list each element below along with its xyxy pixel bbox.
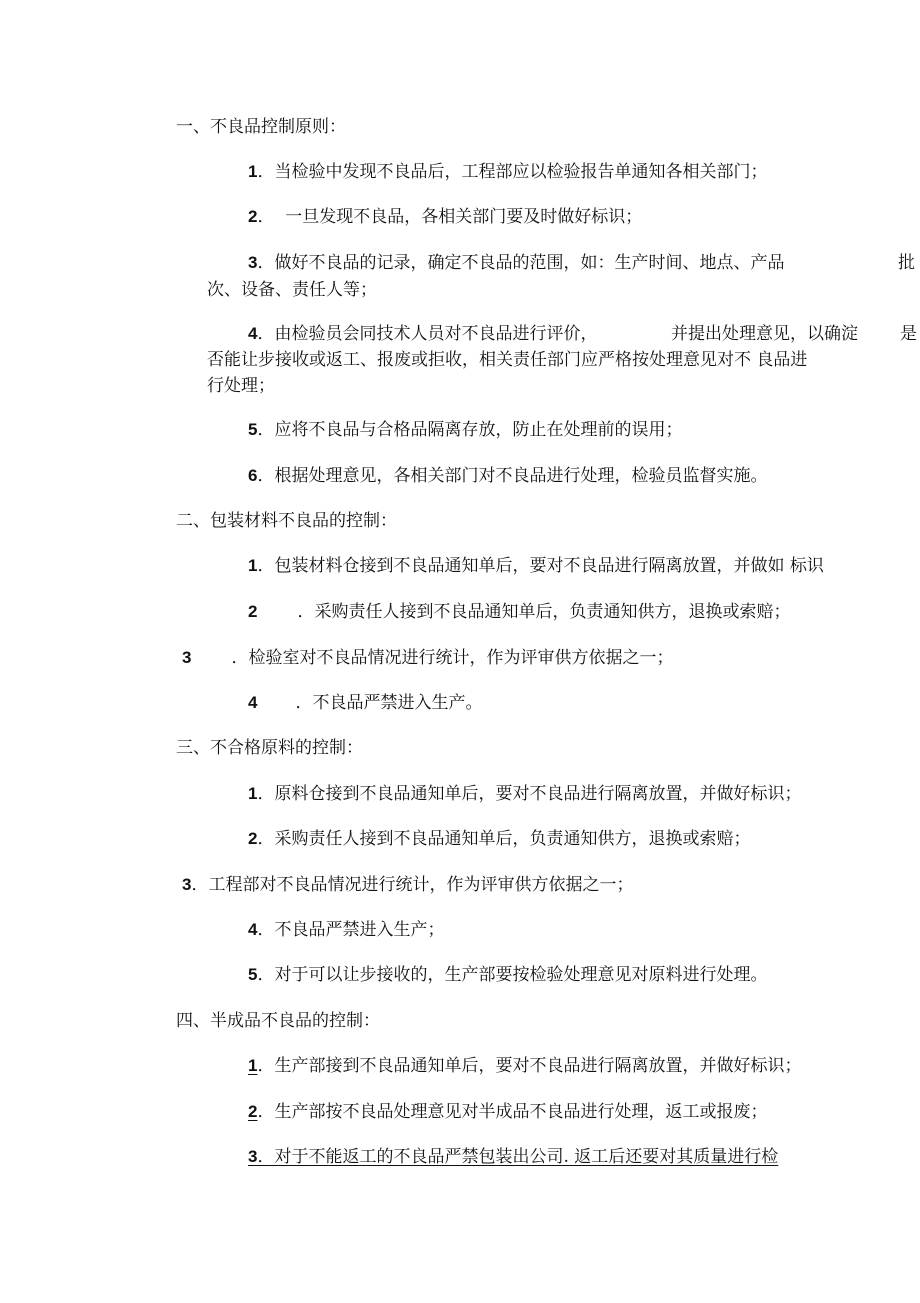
item-number: 4 bbox=[248, 324, 258, 343]
list-item: 1．原料仓接到不良品通知单后，要对不良品进行隔离放置，并做好标识； bbox=[248, 784, 802, 804]
item-number: 1 bbox=[248, 162, 258, 181]
item-number: 2 bbox=[248, 602, 258, 621]
item-text: 不良品严禁进入生产； bbox=[274, 920, 445, 940]
item-number: 1 bbox=[248, 556, 258, 575]
item-number: 6 bbox=[248, 466, 258, 485]
item-text: 不良品严禁进入生产。 bbox=[312, 693, 483, 713]
item-text: 采购责任人接到不良品通知单后，负责通知供方，退换或索赔； bbox=[314, 602, 791, 622]
item-text: 生产部按不良品处理意见对半成品不良品进行处理，返工或报废； bbox=[274, 1102, 768, 1122]
item-text: 对于不能返工的不良品严禁包装出公司. 返工后还要对其质量进行检 bbox=[274, 1147, 779, 1167]
section-heading-4: 四、半成品不良品的控制： bbox=[176, 1011, 380, 1031]
list-item: 2．采购责任人接到不良品通知单后，负责通知供方，退换或索赔； bbox=[248, 829, 751, 849]
item-continuation: 行处理； bbox=[207, 376, 275, 396]
list-item: 5．应将不良品与合格品隔离存放，防止在处理前的误用； bbox=[248, 420, 683, 440]
item-number: 5 bbox=[248, 420, 258, 439]
item-number: 2 bbox=[248, 207, 258, 226]
item-number: 1 bbox=[248, 1056, 258, 1075]
item-text: 原料仓接到不良品通知单后，要对不良品进行隔离放置，并做好标识； bbox=[274, 784, 802, 804]
item-text-end: 是 bbox=[900, 324, 917, 344]
list-item: 2．生产部按不良品处理意见对半成品不良品进行处理，返工或报废； bbox=[248, 1102, 768, 1122]
item-number: 2 bbox=[248, 829, 258, 848]
item-text-end: 批 bbox=[898, 253, 915, 273]
item-text: 工程部对不良品情况进行统计，作为评审供方依据之一； bbox=[208, 875, 634, 895]
item-text: 检验室对不良品情况进行统计，作为评审供方依据之一； bbox=[248, 648, 674, 668]
item-text-part: 并提出处理意见，以确淀 bbox=[671, 324, 858, 344]
section-heading-3: 三、不合格原料的控制： bbox=[176, 738, 363, 758]
section-heading-2: 二、包装材料不良品的控制： bbox=[176, 511, 397, 531]
item-text: 做好不良品的记录，确定不良品的范围，如：生产时间、地点、产品 bbox=[274, 253, 785, 273]
item-number: 4 bbox=[248, 693, 258, 712]
list-item: 4 ．不良品严禁进入生产。 bbox=[248, 693, 483, 713]
item-text: 一旦发现不良品，各相关部门要及时做好标识； bbox=[285, 207, 643, 227]
list-item: 4．由检验员会同技术人员对不良品进行评价， bbox=[248, 324, 598, 344]
list-item: 4．不良品严禁进入生产； bbox=[248, 920, 445, 940]
list-item: 3．做好不良品的记录，确定不良品的范围，如：生产时间、地点、产品 bbox=[248, 253, 785, 273]
list-item: 1．包装材料仓接到不良品通知单后，要对不良品进行隔离放置，并做如 标识 bbox=[248, 556, 824, 576]
item-continuation: 否能让步接收或返工、报废或拒收，相关责任部门应严格按处理意见对不 良品进 bbox=[207, 350, 808, 370]
item-text: 生产部接到不良品通知单后，要对不良品进行隔离放置，并做好标识； bbox=[274, 1056, 802, 1076]
item-text: 包装材料仓接到不良品通知单后，要对不良品进行隔离放置，并做如 标识 bbox=[274, 556, 824, 576]
item-number: 3 bbox=[248, 253, 258, 272]
item-number: 3 bbox=[248, 1147, 258, 1166]
list-item: 6．根据处理意见，各相关部门对不良品进行处理，检验员监督实施。 bbox=[248, 466, 768, 486]
item-text: 应将不良品与合格品隔离存放，防止在处理前的误用； bbox=[274, 420, 683, 440]
item-text: 当检验中发现不良品后，工程部应以检验报告单通知各相关部门； bbox=[274, 162, 768, 182]
list-item: 3．工程部对不良品情况进行统计，作为评审供方依据之一； bbox=[182, 875, 634, 895]
section-heading-1: 一、不良品控制原则： bbox=[176, 117, 346, 137]
item-number: 2 bbox=[248, 1102, 258, 1121]
list-item: 1．当检验中发现不良品后，工程部应以检验报告单通知各相关部门； bbox=[248, 162, 768, 182]
item-continuation: 次、设备、责任人等； bbox=[207, 280, 377, 300]
list-item: 1．生产部接到不良品通知单后，要对不良品进行隔离放置，并做好标识； bbox=[248, 1056, 802, 1076]
item-number: 4 bbox=[248, 920, 258, 939]
list-item: 3 ．检验室对不良品情况进行统计，作为评审供方依据之一； bbox=[182, 648, 674, 668]
item-number: 3 bbox=[182, 648, 192, 667]
list-item: 2． 一旦发现不良品，各相关部门要及时做好标识； bbox=[248, 207, 643, 227]
item-text: 采购责任人接到不良品通知单后，负责通知供方，退换或索赔； bbox=[274, 829, 751, 849]
item-number: 3 bbox=[182, 875, 192, 894]
item-text: 由检验员会同技术人员对不良品进行评价， bbox=[274, 324, 598, 344]
list-item: 5．对于可以让步接收的，生产部要按检验处理意见对原料进行处理。 bbox=[248, 965, 768, 985]
item-number: 1 bbox=[248, 784, 258, 803]
item-text: 根据处理意见，各相关部门对不良品进行处理，检验员监督实施。 bbox=[274, 466, 768, 486]
item-text: 对于可以让步接收的，生产部要按检验处理意见对原料进行处理。 bbox=[274, 965, 768, 985]
list-item: 2 ．采购责任人接到不良品通知单后，负责通知供方，退换或索赔； bbox=[248, 602, 791, 622]
item-number: 5 bbox=[248, 965, 258, 984]
list-item: 3．对于不能返工的不良品严禁包装出公司. 返工后还要对其质量进行检 bbox=[248, 1147, 779, 1167]
